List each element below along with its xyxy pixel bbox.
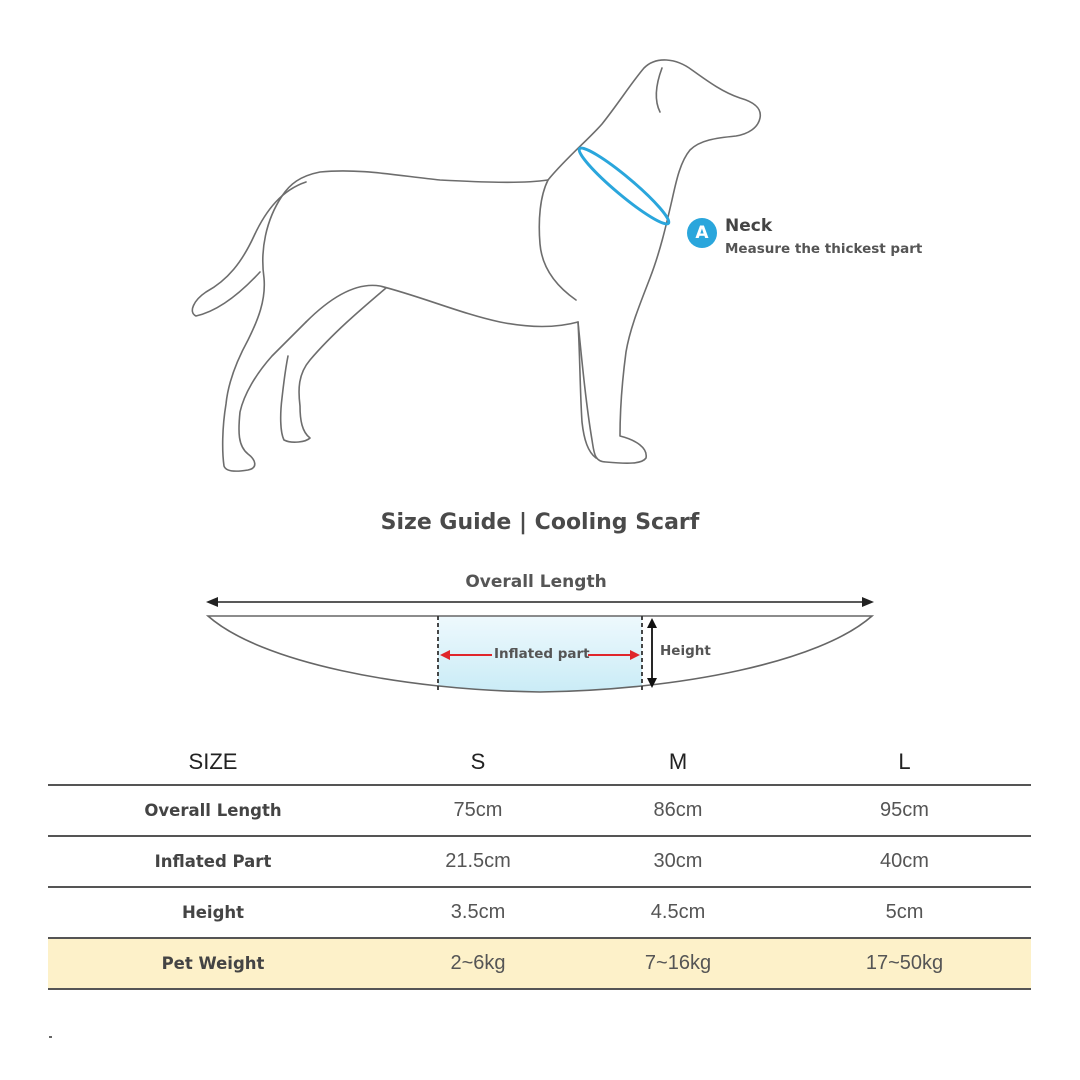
- header-size: SIZE: [48, 740, 378, 785]
- row-label-height: Height: [48, 887, 378, 938]
- size-table: [48, 740, 1031, 990]
- dog-hind-leg-outline: [223, 196, 306, 471]
- neck-measure-ring: [574, 142, 674, 230]
- cell-value: 86cm: [578, 785, 778, 836]
- overall-length-label: Overall Length: [465, 572, 607, 592]
- callout-title: Neck: [725, 216, 773, 236]
- cell-value: 7~16kg: [578, 938, 778, 989]
- header-m: M: [578, 740, 778, 785]
- row-label-inflated-part: Inflated Part: [48, 836, 378, 887]
- dog-ear-outline: [656, 68, 662, 112]
- height-label: Height: [660, 643, 711, 659]
- row-label-pet-weight: Pet Weight: [48, 938, 378, 989]
- overall-length-arrow: [206, 597, 874, 607]
- table-row: [48, 887, 1031, 938]
- cell-value: 5cm: [778, 887, 1031, 938]
- cell-value: 17~50kg: [778, 938, 1031, 989]
- cell-value: 30cm: [578, 836, 778, 887]
- dog-shoulder-line: [539, 180, 576, 300]
- cell-value: 4.5cm: [578, 887, 778, 938]
- row-label-overall-length: Overall Length: [48, 785, 378, 836]
- cell-value: 3.5cm: [378, 887, 578, 938]
- inflated-part-label: Inflated part: [494, 646, 590, 662]
- table-row-pet-weight: [48, 938, 1031, 989]
- size-guide-title: Size Guide | Cooling Scarf: [380, 510, 700, 535]
- table-row: [48, 785, 1031, 836]
- table-header-row: [48, 740, 1031, 785]
- header-l: L: [778, 740, 1031, 785]
- stray-mark: [49, 1036, 52, 1038]
- header-s: S: [378, 740, 578, 785]
- dog-back-outline: [282, 171, 548, 196]
- height-arrow: [647, 618, 657, 688]
- cell-value: 2~6kg: [378, 938, 578, 989]
- cell-value: 21.5cm: [378, 836, 578, 887]
- callout-badge-a: A: [687, 218, 717, 248]
- callout-subtitle: Measure the thickest part: [725, 241, 923, 257]
- dog-head-outline: [548, 60, 760, 463]
- dog-inner-hind-leg: [281, 288, 386, 442]
- cell-value: 75cm: [378, 785, 578, 836]
- table-row: [48, 836, 1031, 887]
- dog-tail-outline: [192, 182, 306, 316]
- dog-belly-outline: [306, 285, 578, 326]
- cell-value: 95cm: [778, 785, 1031, 836]
- cell-value: 40cm: [778, 836, 1031, 887]
